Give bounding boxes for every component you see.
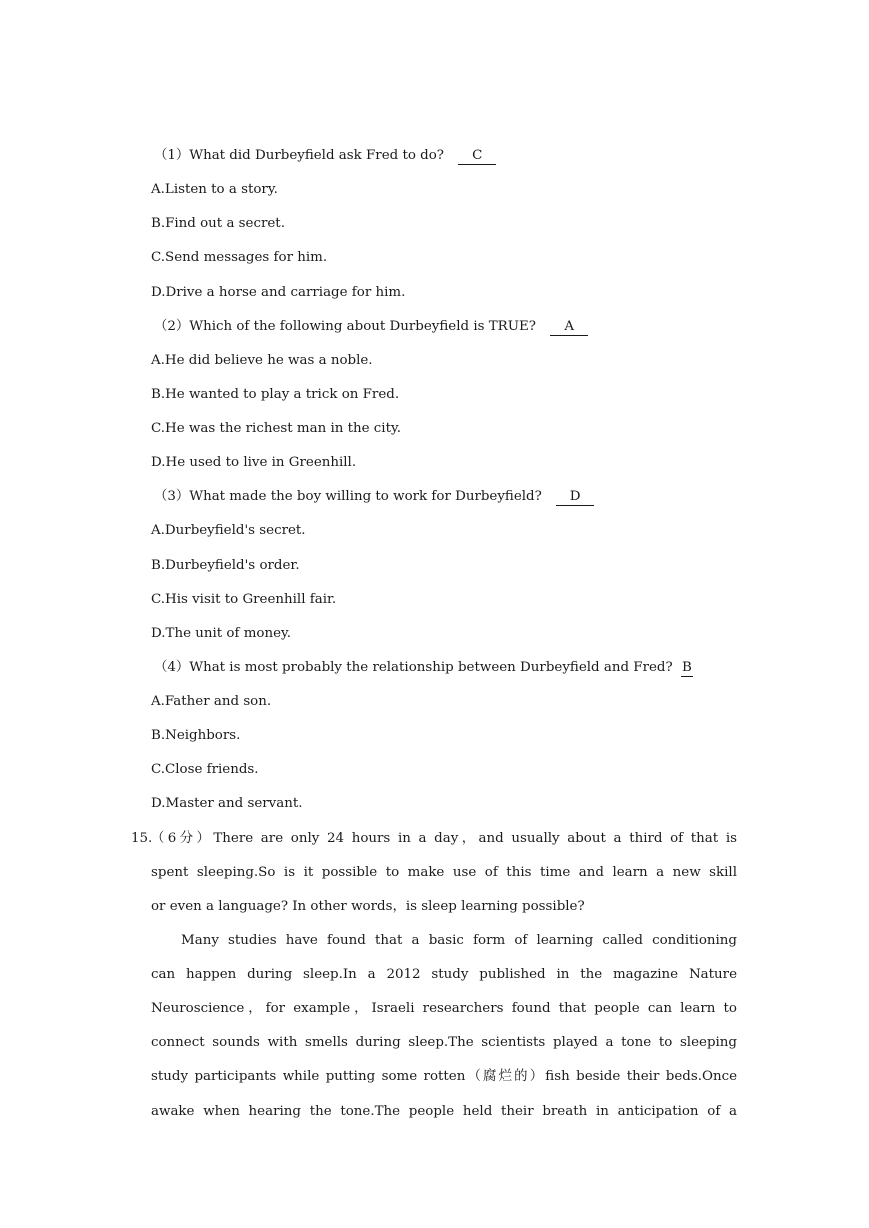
question-4-option-a: A.Father and son. — [151, 694, 272, 709]
passage-line-6: Neuroscience，for example，Israeli researchers found that people can learn to — [151, 1001, 737, 1016]
question-3-text: （3）What made the boy willing to work for Durbeyfield? — [154, 489, 542, 504]
question-3-option-c: C.His visit to Greenhill fair. — [151, 592, 337, 607]
question-3-option-b: B.Durbeyfield's order. — [151, 558, 300, 573]
question-2-option-c: C.He was the richest man in the city. — [151, 421, 402, 436]
question-4-text: （4）What is most probably the relationship between Durbeyfield and Fred? — [154, 660, 673, 675]
question-1-option-a: A.Listen to a story. — [151, 182, 278, 197]
question-1-answer: C — [458, 148, 496, 165]
question-1-stem — [154, 147, 496, 165]
question-2-stem — [154, 318, 588, 336]
question-1-option-d: D.Drive a horse and carriage for him. — [151, 285, 406, 300]
question-4-answer: B — [682, 660, 692, 675]
question-1-option-c: C.Send messages for him. — [151, 250, 328, 265]
question-3-option-a: A.Durbeyfield's secret. — [151, 523, 306, 538]
question-1-text: （1）What did Durbeyfield ask Fred to do? — [154, 148, 444, 163]
passage-line-2: spent sleeping.So is it possible to make use of this time and learn a new skill — [151, 865, 737, 880]
question-4-option-d: D.Master and servant. — [151, 796, 303, 811]
question-2-answer: A — [550, 319, 588, 336]
passage-line-5: can happen during sleep.In a 2012 study published in the magazine Nature — [151, 967, 737, 982]
question-3-answer: D — [556, 489, 594, 506]
question-1-option-b: B.Find out a secret. — [151, 216, 285, 231]
question-2-text: （2）Which of the following about Durbeyfield is TRUE? — [154, 319, 536, 334]
question-4-stem — [154, 659, 693, 677]
passage-line-1: （6分）There are only 24 hours in a day，and usually about a third of that is — [151, 831, 737, 846]
question-4-option-c: C.Close friends. — [151, 762, 259, 777]
passage-line-9: awake when hearing the tone.The people held their breath in anticipation of a — [151, 1104, 737, 1119]
question-3-option-d: D.The unit of money. — [151, 626, 292, 641]
passage-line-7: connect sounds with smells during sleep.The scientists played a tone to sleeping — [151, 1035, 737, 1050]
passage-line-3: or even a language? In other words，is sleep learning possible? — [151, 899, 585, 914]
question-3-stem — [154, 488, 594, 506]
question-2-option-b: B.He wanted to play a trick on Fred. — [151, 387, 400, 402]
question-15-number: 15. — [131, 831, 153, 846]
question-2-option-d: D.He used to live in Greenhill. — [151, 455, 357, 470]
question-4-option-b: B.Neighbors. — [151, 728, 241, 743]
question-2-option-a: A.He did believe he was a noble. — [151, 353, 373, 368]
passage-line-8: study participants while putting some rotten（腐烂的）fish beside their beds.Once — [151, 1069, 737, 1084]
passage-line-4: Many studies have found that a basic form of learning called conditioning — [181, 933, 737, 948]
